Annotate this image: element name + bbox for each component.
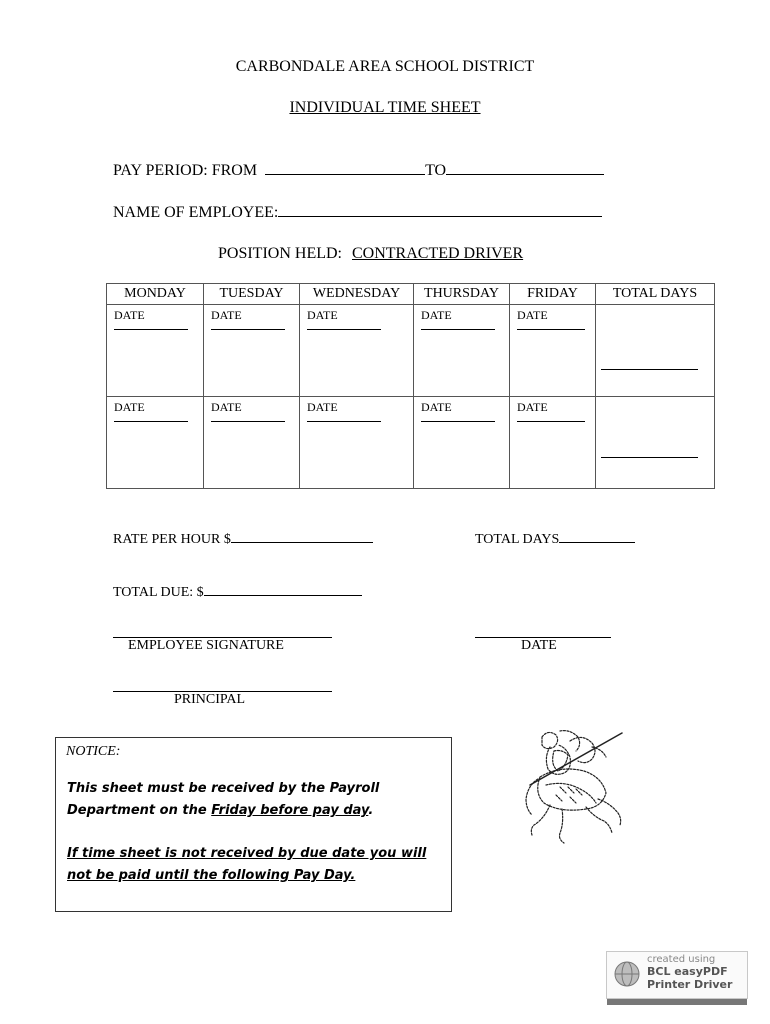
date-field[interactable] xyxy=(517,421,585,422)
notice-p1-emphasis: Friday before pay day xyxy=(211,803,369,818)
rate-label: RATE PER HOUR $ xyxy=(113,532,231,547)
cell-week1-tuesday[interactable] xyxy=(204,305,300,397)
cell-week2-tuesday[interactable] xyxy=(204,397,300,489)
watermark-line-2: BCL easyPDF xyxy=(647,965,728,978)
date-field[interactable] xyxy=(114,329,188,330)
cell-week2-friday[interactable] xyxy=(510,397,596,489)
pay-period-row xyxy=(113,162,604,180)
date-label: DATE xyxy=(517,308,548,322)
date-field[interactable] xyxy=(211,329,285,330)
date-label: DATE xyxy=(114,308,145,322)
rate-row xyxy=(113,532,373,548)
date-label: DATE xyxy=(114,400,145,414)
col-tuesday: TUESDAY xyxy=(204,284,300,305)
date-field[interactable] xyxy=(517,329,585,330)
total-days-label: TOTAL DAYS xyxy=(475,532,560,547)
signature-date-label: DATE xyxy=(521,638,557,653)
date-label: DATE xyxy=(421,308,452,322)
date-field[interactable] xyxy=(307,329,381,330)
date-label: DATE xyxy=(421,400,452,414)
watermark-line-3: Printer Driver xyxy=(647,978,733,991)
notice-paragraph-2: If time sheet is not received by due date you will not be paid until the following Pay Day. xyxy=(67,846,427,883)
watermark-line-1: created using xyxy=(647,954,716,965)
cell-week1-total[interactable] xyxy=(596,305,715,397)
employee-row xyxy=(113,204,602,222)
rate-field[interactable] xyxy=(231,541,373,543)
cell-week1-wednesday[interactable] xyxy=(300,305,414,397)
date-label: DATE xyxy=(307,400,338,414)
date-label: DATE xyxy=(307,308,338,322)
total-days-row xyxy=(475,532,635,548)
employee-signature-label: EMPLOYEE SIGNATURE xyxy=(128,638,284,653)
knight-on-horse-icon xyxy=(520,727,630,852)
district-title: CARBONDALE AREA SCHOOL DISTRICT xyxy=(235,58,535,75)
principal-label: PRINCIPAL xyxy=(174,692,246,707)
total-due-label: TOTAL DUE: $ xyxy=(113,585,204,600)
notice-p1-text: This sheet must be received by the Payroll Department on the xyxy=(67,781,380,818)
col-friday: FRIDAY xyxy=(510,284,596,305)
notice-box xyxy=(55,737,452,912)
pay-period-from-field[interactable] xyxy=(265,173,425,175)
pay-period-to-label: TO xyxy=(425,162,447,179)
time-sheet-table xyxy=(106,283,715,489)
date-label: DATE xyxy=(211,400,242,414)
pay-period-to-field[interactable] xyxy=(446,173,604,175)
notice-p1-end: . xyxy=(368,803,374,818)
col-total-days: TOTAL DAYS xyxy=(596,284,715,305)
notice-label: NOTICE: xyxy=(66,744,121,759)
notice-paragraph-1 xyxy=(67,778,447,822)
date-field[interactable] xyxy=(421,329,495,330)
globe-icon xyxy=(613,960,641,988)
employee-name-field[interactable] xyxy=(278,215,602,217)
date-field[interactable] xyxy=(307,421,381,422)
total-due-field[interactable] xyxy=(204,594,362,596)
position-value: CONTRACTED DRIVER xyxy=(352,245,524,262)
watermark-bar xyxy=(607,999,747,1005)
table-row xyxy=(107,305,715,397)
pay-period-from-label: PAY PERIOD: FROM xyxy=(113,162,258,179)
col-monday: MONDAY xyxy=(107,284,204,305)
date-label: DATE xyxy=(517,400,548,414)
col-thursday: THURSDAY xyxy=(414,284,510,305)
pdf-creator-watermark xyxy=(606,951,748,999)
date-field[interactable] xyxy=(211,421,285,422)
table-header-row xyxy=(107,284,715,305)
total-days-field[interactable] xyxy=(601,369,698,370)
total-days-summary-field[interactable] xyxy=(559,541,635,543)
sheet-title: INDIVIDUAL TIME SHEET xyxy=(289,99,481,116)
col-wednesday: WEDNESDAY xyxy=(300,284,414,305)
table-row xyxy=(107,397,715,489)
cell-week2-total[interactable] xyxy=(596,397,715,489)
position-label: POSITION HELD: xyxy=(218,245,342,262)
cell-week2-monday[interactable] xyxy=(107,397,204,489)
total-days-field[interactable] xyxy=(601,457,698,458)
cell-week1-friday[interactable] xyxy=(510,305,596,397)
cell-week1-thursday[interactable] xyxy=(414,305,510,397)
cell-week1-monday[interactable] xyxy=(107,305,204,397)
position-row xyxy=(218,245,523,263)
date-field[interactable] xyxy=(421,421,495,422)
date-label: DATE xyxy=(211,308,242,322)
total-due-row xyxy=(113,585,362,601)
date-field[interactable] xyxy=(114,421,188,422)
cell-week2-thursday[interactable] xyxy=(414,397,510,489)
cell-week2-wednesday[interactable] xyxy=(300,397,414,489)
employee-name-label: NAME OF EMPLOYEE: xyxy=(113,204,279,221)
